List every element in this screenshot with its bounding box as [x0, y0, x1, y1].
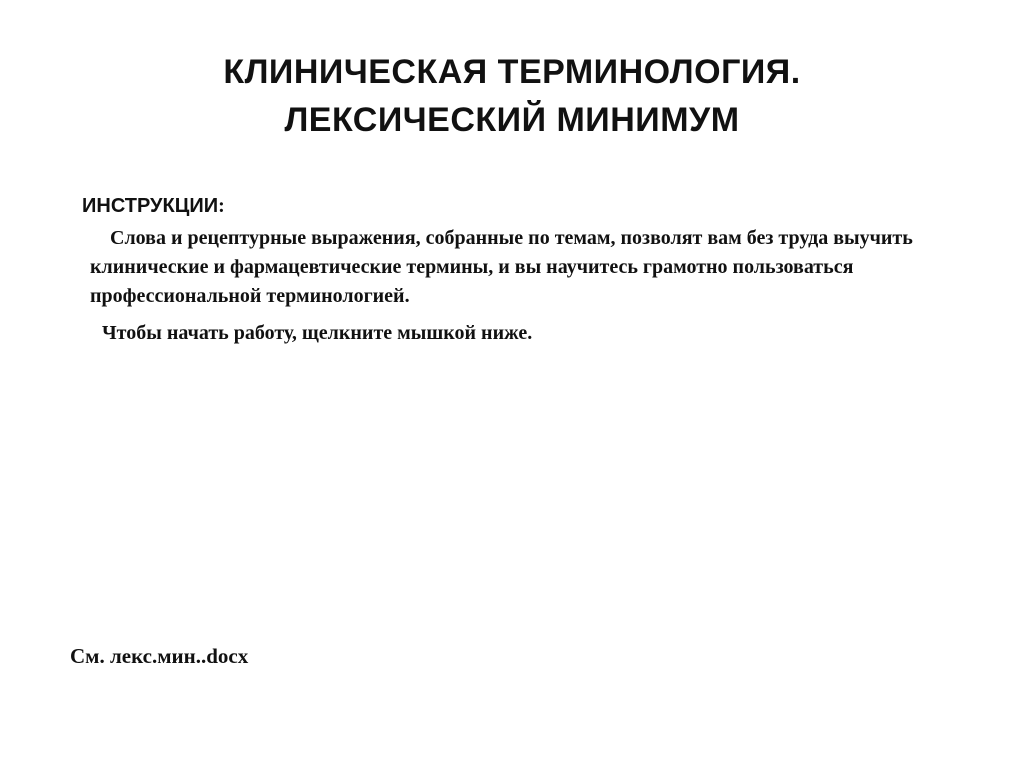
slide-title-line2: ЛЕКСИЧЕСКИЙ МИНИМУМ: [284, 101, 740, 139]
instructions-paragraph-1: Слова и рецептурные выражения, собранные по темам, позволят вам без труда выучить клинические и фармацевтические термины, и вы научитесь грамотно пользоваться профессиональной терминологией.: [90, 227, 913, 307]
document-link[interactable]: См. лекс.мин..docx: [70, 644, 249, 668]
slide-title: [0, 48, 1024, 144]
instructions-heading: [82, 195, 972, 218]
instructions-heading-colon: :: [218, 195, 225, 217]
instructions-heading-text: ИНСТРУКЦИИ: [82, 195, 219, 217]
instructions-paragraph-2: Чтобы начать работу, щелкните мышкой ниже.: [102, 322, 533, 344]
slide-title-line1: КЛИНИЧЕСКАЯ ТЕРМИНОЛОГИЯ.: [223, 53, 801, 91]
instructions-block: [82, 195, 972, 348]
